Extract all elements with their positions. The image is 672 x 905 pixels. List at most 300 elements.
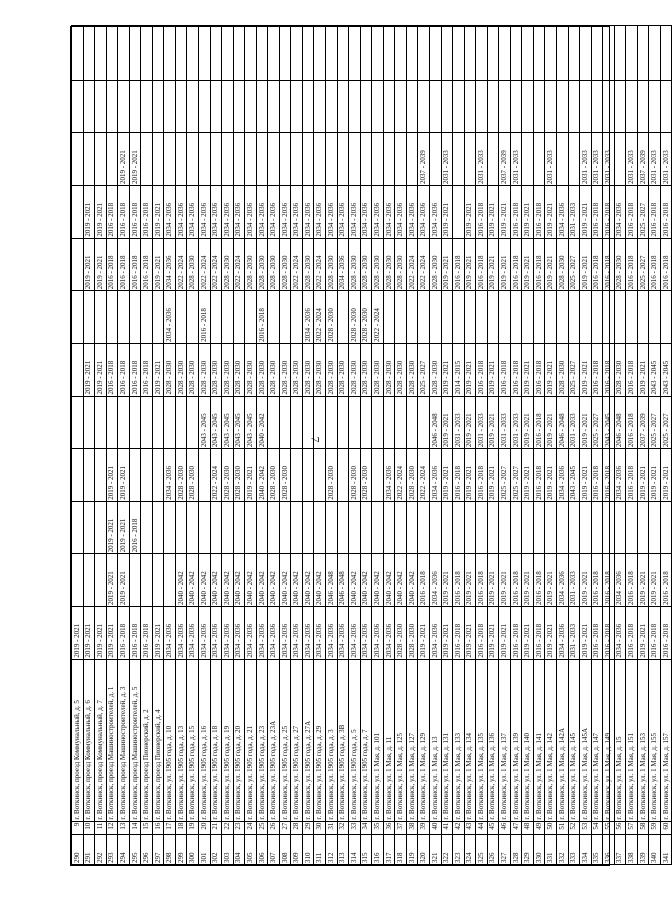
- table-row: [395, 26, 407, 865]
- period-cell: 2040 - 2042: [256, 449, 268, 502]
- period-cell: 2016 - 2018: [626, 343, 638, 396]
- period-cell: 2034 - 2036: [337, 238, 349, 291]
- period-cell: 2016 - 2018: [626, 238, 638, 291]
- row-number: 291: [83, 835, 95, 865]
- period-cell: [556, 501, 568, 554]
- period-cell: [95, 501, 107, 554]
- period-cell: [106, 26, 118, 81]
- period-cell: [129, 80, 141, 133]
- period-cell: [337, 449, 349, 502]
- period-cell: 2016 - 2018: [533, 396, 545, 449]
- period-cell: 2028 - 2030: [395, 238, 407, 291]
- period-cell: [175, 80, 187, 133]
- period-cell: [476, 26, 488, 81]
- period-cell: 2028 - 2030: [349, 291, 361, 344]
- period-cell: [302, 449, 314, 502]
- period-cell: [603, 291, 615, 344]
- period-cell: [199, 501, 211, 554]
- period-cell: 2034 - 2036: [360, 186, 372, 239]
- address-cell: г. Воткинск, ул. 1 Мая, д. 135: [476, 659, 488, 821]
- period-cell: 2046 - 2048: [326, 554, 338, 607]
- address-cell: г. Воткинск, проезд Коммунальный, д. 5: [72, 659, 84, 821]
- period-cell: 2034 - 2036: [222, 186, 234, 239]
- period-cell: 2019 - 2021: [637, 554, 649, 607]
- address-cell: г. Воткинск, ул. 1 Мая, д. 137: [499, 659, 511, 821]
- period-cell: 2022 - 2024: [210, 449, 222, 502]
- table-row: [245, 26, 257, 865]
- period-cell: 2022 - 2024: [199, 238, 211, 291]
- period-cell: [95, 291, 107, 344]
- row-number: 294: [118, 835, 130, 865]
- period-cell: [522, 133, 534, 186]
- row-number: 304: [233, 835, 245, 865]
- table-row: [129, 26, 141, 865]
- period-cell: 2016 - 2018: [591, 607, 603, 660]
- period-cell: 2019 - 2021: [441, 554, 453, 607]
- period-cell: [141, 501, 153, 554]
- period-cell: [72, 501, 84, 554]
- period-cell: 2034 - 2036: [302, 607, 314, 660]
- row-index: 24: [245, 821, 257, 834]
- row-index: 55: [603, 821, 615, 834]
- table-row: [83, 26, 95, 865]
- period-cell: [268, 501, 280, 554]
- period-cell: 2019 - 2021: [487, 238, 499, 291]
- period-cell: [314, 396, 326, 449]
- row-index: 23: [233, 821, 245, 834]
- period-cell: 2016 - 2018: [603, 186, 615, 239]
- period-cell: [152, 133, 164, 186]
- period-cell: [453, 186, 465, 239]
- row-number: 328: [510, 835, 522, 865]
- address-cell: г. Воткинск, ул. 1 Мая, д. 142А: [556, 659, 568, 821]
- period-cell: 2046 - 2048: [614, 396, 626, 449]
- period-cell: 2034 - 2036: [429, 607, 441, 660]
- period-cell: [383, 396, 395, 449]
- table-row: [533, 26, 545, 865]
- period-cell: 2028 - 2030: [268, 449, 280, 502]
- row-index: 13: [118, 821, 130, 834]
- period-cell: 2016 - 2018: [129, 238, 141, 291]
- table-row: [279, 26, 291, 865]
- period-cell: 2034 - 2036: [268, 607, 280, 660]
- period-cell: [383, 80, 395, 133]
- row-number: 298: [164, 835, 176, 865]
- address-cell: г. Воткинск, ул. 1905 года, д. 19: [222, 659, 234, 821]
- period-cell: 2016 - 2018: [453, 554, 465, 607]
- period-cell: 2028 - 2030: [256, 238, 268, 291]
- table-row: [95, 26, 107, 865]
- period-cell: 2034 - 2036: [268, 186, 280, 239]
- period-cell: [83, 26, 95, 81]
- period-cell: [233, 501, 245, 554]
- period-cell: [429, 501, 441, 554]
- period-cell: [245, 133, 257, 186]
- period-cell: 2022 - 2024: [314, 238, 326, 291]
- period-cell: [580, 80, 592, 133]
- table-row: [476, 26, 488, 865]
- period-cell: 2019 - 2021: [522, 554, 534, 607]
- period-cell: [522, 291, 534, 344]
- period-cell: [568, 501, 580, 554]
- period-cell: 2019 - 2021: [83, 343, 95, 396]
- period-cell: 2019 - 2021: [464, 449, 476, 502]
- period-cell: [256, 80, 268, 133]
- period-cell: 2019 - 2021: [545, 396, 557, 449]
- table-row: [383, 26, 395, 865]
- period-cell: 2016 - 2018: [510, 607, 522, 660]
- table-row: [360, 26, 372, 865]
- period-cell: 2019 - 2021: [72, 607, 84, 660]
- period-cell: [291, 26, 303, 81]
- row-index: 18: [175, 821, 187, 834]
- period-cell: 2019 - 2021: [580, 186, 592, 239]
- row-number: 337: [614, 835, 626, 865]
- address-cell: г. Воткинск, проезд Пионерский, д. 4: [152, 659, 164, 821]
- row-index: 26: [268, 821, 280, 834]
- row-number: 339: [637, 835, 649, 865]
- period-cell: 2016 - 2018: [660, 186, 672, 239]
- period-cell: 2019 - 2021: [522, 238, 534, 291]
- period-cell: [245, 80, 257, 133]
- row-number: 331: [545, 835, 557, 865]
- period-cell: [383, 26, 395, 81]
- row-number: 323: [453, 835, 465, 865]
- period-cell: 2016 - 2018: [533, 343, 545, 396]
- period-cell: [349, 396, 361, 449]
- period-cell: [349, 501, 361, 554]
- period-cell: [614, 501, 626, 554]
- period-cell: [222, 26, 234, 81]
- period-cell: [141, 133, 153, 186]
- table-row: [256, 26, 268, 865]
- period-cell: 2019 - 2021: [129, 133, 141, 186]
- period-cell: [72, 396, 84, 449]
- row-number: 295: [129, 835, 141, 865]
- period-cell: 2040 - 2042: [210, 554, 222, 607]
- period-cell: [302, 396, 314, 449]
- period-cell: 2019 - 2021: [152, 186, 164, 239]
- period-cell: 2025 - 2027: [637, 238, 649, 291]
- period-cell: [245, 291, 257, 344]
- period-cell: 2019 - 2021: [152, 238, 164, 291]
- period-cell: 2019 - 2021: [649, 449, 661, 502]
- address-cell: г. Воткинск, ул. 1 Мая, д. 129: [418, 659, 430, 821]
- period-cell: 2025 - 2027: [568, 343, 580, 396]
- period-cell: [337, 26, 349, 81]
- period-cell: 2028 - 2030: [349, 238, 361, 291]
- period-cell: 2019 - 2021: [118, 554, 130, 607]
- row-index: 43: [464, 821, 476, 834]
- period-cell: 2043 - 2045: [233, 396, 245, 449]
- period-cell: [118, 291, 130, 344]
- period-cell: [441, 501, 453, 554]
- period-cell: 2043 - 2045: [649, 343, 661, 396]
- period-cell: 2034 - 2036: [429, 449, 441, 502]
- period-cell: [649, 80, 661, 133]
- table-row: [175, 26, 187, 865]
- address-cell: г. Воткинск, ул. 1 Мая, д. 131: [441, 659, 453, 821]
- period-cell: 2019 - 2021: [580, 554, 592, 607]
- period-cell: 2028 - 2030: [360, 343, 372, 396]
- period-cell: [106, 133, 118, 186]
- period-cell: [406, 396, 418, 449]
- period-cell: 2028 - 2030: [406, 449, 418, 502]
- period-cell: [279, 291, 291, 344]
- period-cell: 2034 - 2036: [383, 186, 395, 239]
- period-cell: [522, 26, 534, 81]
- row-index: 16: [152, 821, 164, 834]
- address-cell: г. Воткинск, ул. 1905 года, д. 13: [175, 659, 187, 821]
- period-cell: [164, 80, 176, 133]
- period-cell: 2028 - 2030: [175, 343, 187, 396]
- period-cell: 2028 - 2030: [406, 607, 418, 660]
- period-cell: 2016 - 2018: [118, 343, 130, 396]
- table-row: [337, 26, 349, 865]
- row-index: 48: [522, 821, 534, 834]
- period-cell: 2016 - 2018: [453, 238, 465, 291]
- period-cell: 2028 - 2030: [326, 238, 338, 291]
- period-cell: [199, 449, 211, 502]
- period-cell: [395, 291, 407, 344]
- period-cell: [464, 501, 476, 554]
- address-cell: г. Воткинск, ул. 1 Мая, д. 133: [453, 659, 465, 821]
- row-index: 20: [199, 821, 211, 834]
- table-row: [603, 26, 615, 865]
- address-cell: г. Воткинск, проезд Коммунальный, д. 6: [83, 659, 95, 821]
- period-cell: 2043 - 2045: [210, 396, 222, 449]
- period-cell: 2028 - 2030: [222, 449, 234, 502]
- period-cell: 2016 - 2018: [453, 607, 465, 660]
- period-cell: 2028 - 2030: [314, 343, 326, 396]
- address-cell: г. Воткинск, ул. 1 Мая, д. 11: [383, 659, 395, 821]
- period-cell: 2034 - 2036: [233, 607, 245, 660]
- period-cell: [268, 396, 280, 449]
- period-cell: 2028 - 2030: [175, 449, 187, 502]
- row-number: 307: [268, 835, 280, 865]
- period-cell: 2016 - 2018: [533, 186, 545, 239]
- row-index: 29: [302, 821, 314, 834]
- period-cell: [337, 133, 349, 186]
- period-cell: 2028 - 2030: [614, 238, 626, 291]
- address-cell: г. Воткинск, ул. 1905 года, д. 3: [326, 659, 338, 821]
- period-cell: [637, 291, 649, 344]
- row-index: 41: [441, 821, 453, 834]
- period-cell: 2028 - 2030: [326, 291, 338, 344]
- period-cell: [141, 26, 153, 81]
- period-cell: [187, 133, 199, 186]
- table-row: [406, 26, 418, 865]
- row-number: 316: [372, 835, 384, 865]
- period-cell: 2028 - 2030: [302, 343, 314, 396]
- period-cell: 2016 - 2018: [660, 238, 672, 291]
- period-cell: [429, 26, 441, 81]
- period-cell: 2028 - 2030: [164, 343, 176, 396]
- period-cell: [210, 133, 222, 186]
- row-index: 49: [533, 821, 545, 834]
- address-cell: г. Воткинск, ул. 1 Мая, д. 155: [649, 659, 661, 821]
- period-cell: 2016 - 2018: [141, 607, 153, 660]
- address-cell: г. Воткинск, ул. 1905 года, д. 10: [164, 659, 176, 821]
- period-cell: [256, 133, 268, 186]
- period-cell: 2016 - 2018: [533, 607, 545, 660]
- period-cell: 2016 - 2018: [603, 449, 615, 502]
- period-cell: [106, 396, 118, 449]
- period-cell: 2028 - 2030: [279, 238, 291, 291]
- period-cell: 2019 - 2021: [106, 607, 118, 660]
- period-cell: [106, 80, 118, 133]
- period-cell: [660, 80, 672, 133]
- table-row: [660, 26, 672, 865]
- address-cell: г. Воткинск, ул. 1 Мая, д. 140: [522, 659, 534, 821]
- period-cell: [129, 449, 141, 502]
- period-cell: [418, 80, 430, 133]
- schedule-table: [71, 25, 672, 865]
- period-cell: [545, 80, 557, 133]
- period-cell: [591, 291, 603, 344]
- period-cell: [187, 80, 199, 133]
- period-cell: 2034 - 2036: [326, 607, 338, 660]
- period-cell: 2019 - 2021: [118, 449, 130, 502]
- row-index: 56: [614, 821, 626, 834]
- period-cell: 2031 - 2033: [660, 133, 672, 186]
- period-cell: [626, 26, 638, 81]
- period-cell: 2016 - 2018: [510, 238, 522, 291]
- period-cell: 2016 - 2018: [510, 554, 522, 607]
- period-cell: [372, 26, 384, 81]
- period-cell: 2040 - 2042: [187, 554, 199, 607]
- period-cell: [418, 291, 430, 344]
- period-cell: [660, 291, 672, 344]
- table-row: [568, 26, 580, 865]
- row-index: 54: [591, 821, 603, 834]
- period-cell: 2016 - 2018: [476, 186, 488, 239]
- table-row: [164, 26, 176, 865]
- period-cell: [580, 291, 592, 344]
- period-cell: [660, 26, 672, 81]
- period-cell: 2043 - 2045: [199, 396, 211, 449]
- period-cell: 2043 - 2045: [245, 396, 257, 449]
- period-cell: [395, 26, 407, 81]
- period-cell: [233, 133, 245, 186]
- period-cell: [637, 501, 649, 554]
- period-cell: [568, 26, 580, 81]
- period-cell: 2022 - 2024: [418, 238, 430, 291]
- period-cell: 2019 - 2021: [580, 396, 592, 449]
- period-cell: 2034 - 2036: [256, 186, 268, 239]
- table-row: [210, 26, 222, 865]
- row-number: 303: [222, 835, 234, 865]
- period-cell: [187, 26, 199, 81]
- row-number: 313: [337, 835, 349, 865]
- row-index: 38: [406, 821, 418, 834]
- period-cell: 2034 - 2036: [337, 186, 349, 239]
- period-cell: 2037 - 2039: [499, 133, 511, 186]
- period-cell: [337, 501, 349, 554]
- table-row: [302, 26, 314, 865]
- period-cell: 2016 - 2018: [453, 449, 465, 502]
- period-cell: 2016 - 2018: [603, 554, 615, 607]
- row-number: 322: [441, 835, 453, 865]
- period-cell: [326, 133, 338, 186]
- period-cell: 2040 - 2042: [360, 554, 372, 607]
- period-cell: [337, 80, 349, 133]
- period-cell: 2028 - 2030: [326, 343, 338, 396]
- period-cell: 2046 - 2048: [556, 396, 568, 449]
- period-cell: 2034 - 2036: [210, 186, 222, 239]
- row-number: 326: [487, 835, 499, 865]
- period-cell: [233, 26, 245, 81]
- row-index: 57: [626, 821, 638, 834]
- period-cell: 2043 - 2045: [603, 396, 615, 449]
- period-cell: 2034 - 2036: [383, 607, 395, 660]
- period-cell: 2034 - 2036: [349, 607, 361, 660]
- table-row: [441, 26, 453, 865]
- period-cell: 2034 - 2036: [556, 449, 568, 502]
- period-cell: 2028 - 2030: [222, 238, 234, 291]
- period-cell: 2016 - 2018: [510, 343, 522, 396]
- period-cell: 2046 - 2048: [429, 396, 441, 449]
- period-cell: [626, 80, 638, 133]
- period-cell: 2019 - 2021: [83, 607, 95, 660]
- row-index: 53: [580, 821, 592, 834]
- period-cell: [580, 501, 592, 554]
- period-cell: [406, 291, 418, 344]
- period-cell: 2028 - 2030: [360, 449, 372, 502]
- period-cell: [95, 554, 107, 607]
- period-cell: [487, 26, 499, 81]
- period-cell: [129, 396, 141, 449]
- row-index: 14: [129, 821, 141, 834]
- period-cell: [533, 291, 545, 344]
- period-cell: 2019 - 2021: [95, 186, 107, 239]
- period-cell: [222, 133, 234, 186]
- table-row: [545, 26, 557, 865]
- period-cell: 2028 - 2030: [556, 343, 568, 396]
- period-cell: [533, 501, 545, 554]
- address-cell: г. Воткинск, проезд Коммунальный, д. 7: [95, 659, 107, 821]
- period-cell: [222, 501, 234, 554]
- period-cell: [441, 80, 453, 133]
- address-cell: г. Воткинск, ул. 1905 года, д. 29: [314, 659, 326, 821]
- period-cell: [372, 80, 384, 133]
- period-cell: 2028 - 2030: [429, 343, 441, 396]
- row-index: 37: [395, 821, 407, 834]
- period-cell: 2022 - 2024: [210, 238, 222, 291]
- address-cell: г. Воткинск, ул. 1 Мая, д. 136: [487, 659, 499, 821]
- period-cell: 2034 - 2036: [349, 186, 361, 239]
- period-cell: [533, 133, 545, 186]
- row-number: 321: [429, 835, 441, 865]
- row-number: 315: [360, 835, 372, 865]
- table-row: [499, 26, 511, 865]
- period-cell: [406, 133, 418, 186]
- period-cell: 2034 - 2036: [326, 186, 338, 239]
- period-cell: 2016 - 2018: [118, 607, 130, 660]
- row-index: 39: [418, 821, 430, 834]
- period-cell: [464, 291, 476, 344]
- period-cell: 2019 - 2021: [545, 449, 557, 502]
- period-cell: 2019 - 2021: [522, 449, 534, 502]
- period-cell: [429, 80, 441, 133]
- period-cell: 2019 - 2021: [522, 343, 534, 396]
- period-cell: 2028 - 2030: [406, 343, 418, 396]
- period-cell: [245, 501, 257, 554]
- period-cell: [72, 186, 84, 239]
- period-cell: 2034 - 2036: [614, 607, 626, 660]
- period-cell: 2034 - 2036: [429, 186, 441, 239]
- table-row: [72, 26, 84, 865]
